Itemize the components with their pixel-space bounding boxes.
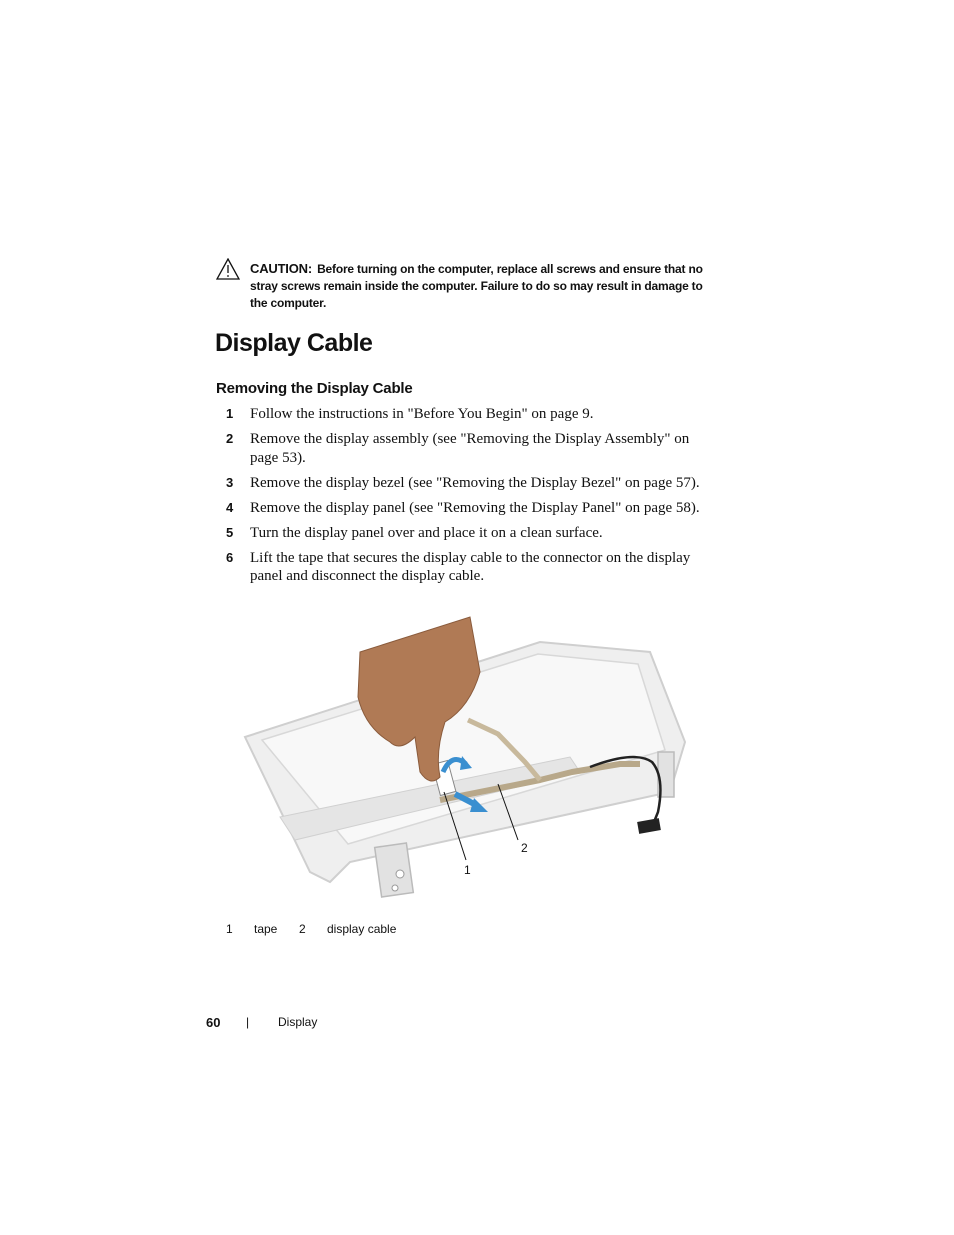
step-item <box>226 549 716 586</box>
legend-num: 2 <box>299 922 306 936</box>
step-text: Follow the instructions in "Before You Begin" on page 9. <box>250 406 594 422</box>
caution-icon <box>216 258 240 280</box>
legend-num: 1 <box>226 922 233 936</box>
callout-2: 2 <box>521 841 528 855</box>
step-text: Remove the display assembly (see "Removing the Display Assembly" on page 53). <box>250 431 690 466</box>
step-item <box>226 430 716 467</box>
legend-label: tape <box>254 922 278 936</box>
step-number: 6 <box>226 549 234 565</box>
caution-note <box>250 260 720 312</box>
step-item <box>226 524 716 543</box>
step-number: 5 <box>226 524 234 540</box>
step-number: 1 <box>226 406 234 421</box>
step-text: Turn the display panel over and place it on a clean surface. <box>250 524 603 541</box>
step-item <box>226 474 716 493</box>
step-number: 2 <box>226 431 234 446</box>
cable-connector <box>637 818 661 834</box>
page-title: Display Cable <box>215 329 373 357</box>
step-number: 3 <box>226 474 234 490</box>
step-text: Remove the display panel (see "Removing the Display Panel" on page 58). <box>250 499 700 516</box>
caution-text: Before turning on the computer, replace all screws and ensure that no stray screws remain inside the computer. Failure to do so may result in damage to the computer. <box>250 262 703 310</box>
footer-separator: | <box>246 1015 250 1029</box>
page-number: 60 <box>206 1015 221 1030</box>
legend-label: display cable <box>327 922 397 936</box>
step-number: 4 <box>226 499 234 515</box>
callout-1: 1 <box>464 863 471 877</box>
step-item <box>226 499 716 518</box>
step-text: Lift the tape that secures the display cable to the connector on the display panel and disconnect the display cable. <box>250 549 691 584</box>
caution-label: CAUTION: <box>250 261 312 276</box>
left-hinge <box>375 843 414 897</box>
step-list <box>226 405 716 592</box>
step-item <box>226 405 716 424</box>
step-text: Remove the display bezel (see "Removing the Display Bezel" on page 57). <box>250 474 700 491</box>
footer-section: Display <box>278 1015 318 1029</box>
display-cable-illustration <box>240 612 700 912</box>
section-title: Removing the Display Cable <box>216 380 413 397</box>
